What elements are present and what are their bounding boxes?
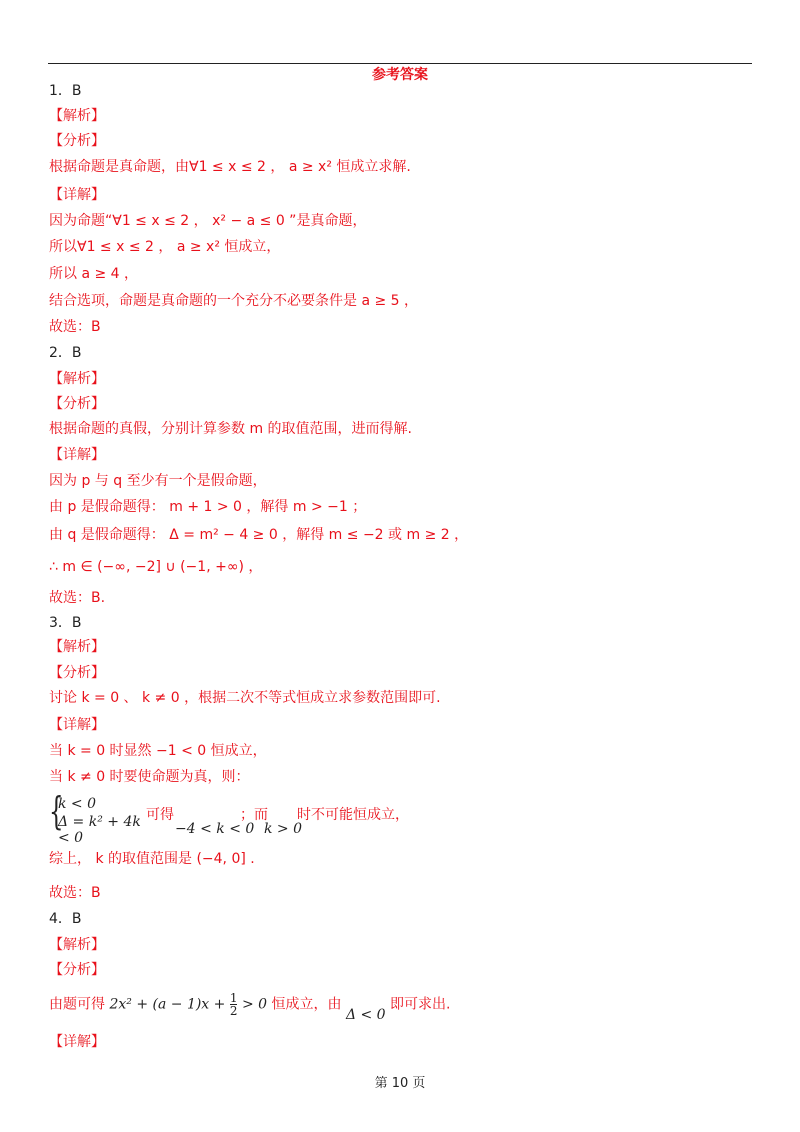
q3-system-tail-e: 时不可能恒成立，: [297, 807, 409, 823]
q2-detail-2: 由 p 是假命题得： m + 1 > 0 ，解得 m > −1 ；: [49, 499, 367, 515]
system-line-1: k < 0: [58, 796, 97, 812]
q3-detail-2: 当 k ≠ 0 时要使命题为真，则：: [49, 769, 250, 785]
q2-detail-4: ∴ m ∈ (−∞, −2] ∪ (−1, +∞) ，: [49, 559, 263, 575]
system-line-2: Δ = k² + 4k < 0: [58, 814, 141, 846]
q3-system-tail-c: ；而: [240, 807, 268, 823]
q1-detail-3: 所以 a ≥ 4 ，: [49, 266, 139, 282]
page-number: 第 10 页: [374, 1076, 426, 1091]
q4-fenxi-post: 即可求出.: [390, 996, 451, 1013]
q2-number: 2．B: [49, 345, 82, 361]
q4-math-c: Δ < 0: [345, 1006, 386, 1023]
q1-jiexi-label: 【解析】: [49, 108, 105, 124]
q3-detail-1: 当 k = 0 时显然 −1 < 0 恒成立，: [49, 743, 267, 759]
q3-jiexi-label: 【解析】: [49, 639, 105, 655]
q1-detail-2: 所以∀1 ≤ x ≤ 2 ， a ≥ x² 恒成立，: [49, 239, 281, 255]
q4-fenxi-mid: 恒成立，由: [271, 996, 342, 1013]
q4-fenxi-label: 【分析】: [49, 962, 105, 978]
q2-xiangjie-label: 【详解】: [49, 447, 105, 463]
q1-number: 1．B: [49, 83, 82, 99]
frac-numerator: 1: [229, 991, 238, 1005]
q4-jiexi-label: 【解析】: [49, 937, 105, 953]
page-title: 参考答案: [372, 67, 428, 83]
q2-detail-3: 由 q 是假命题得： Δ = m² − 4 ≥ 0 ，解得 m ≤ −2 或 m ≥ 2 ，: [49, 527, 469, 543]
q3-xiangjie-label: 【详解】: [49, 717, 105, 733]
q4-xiangjie-label: 【详解】: [49, 1034, 105, 1050]
q4-number: 4．B: [49, 911, 82, 927]
q2-detail-1: 因为 p 与 q 至少有一个是假命题，: [49, 473, 267, 489]
q3-system-tail-d: k > 0: [264, 821, 303, 837]
q1-xiangjie-label: 【详解】: [49, 187, 105, 203]
q2-answer: 故选：B.: [49, 590, 106, 606]
q3-system-tail-a: 可得: [146, 807, 174, 823]
q1-detail-1: 因为命题“∀1 ≤ x ≤ 2 ， x² − a ≤ 0 ”是真命题，: [49, 213, 367, 229]
q1-answer: 故选：B: [49, 319, 101, 335]
q2-jiexi-label: 【解析】: [49, 371, 105, 387]
q2-fenxi-label: 【分析】: [49, 396, 105, 412]
q2-fenxi-text: 根据命题的真假，分别计算参数 m 的取值范围，进而得解.: [49, 421, 412, 437]
one-half-fraction: [230, 992, 238, 1017]
q4-fenxi-line: [49, 991, 451, 1023]
q1-detail-4: 结合选项，命题是真命题的一个充分不必要条件是 a ≥ 5 ，: [49, 293, 419, 309]
q3-detail-3: 综上， k 的取值范围是 (−4, 0] .: [49, 851, 255, 867]
q3-number: 3．B: [49, 615, 82, 631]
left-brace: {: [49, 789, 64, 833]
q4-fenxi-pre: 由题可得: [49, 996, 105, 1013]
q3-inequality-system: [49, 789, 144, 846]
q4-math-b: > 0: [241, 996, 268, 1013]
q1-fenxi-text: 根据命题是真命题，由∀1 ≤ x ≤ 2 ， a ≥ x² 恒成立求解.: [49, 159, 411, 175]
q3-system-tail-b: −4 < k < 0: [175, 821, 255, 837]
frac-denominator: 2: [229, 1004, 238, 1018]
q3-answer: 故选：B: [49, 885, 101, 901]
q4-math-a: 2x² + (a − 1)x +: [109, 996, 226, 1013]
q1-fenxi-label: 【分析】: [49, 133, 105, 149]
q3-fenxi-label: 【分析】: [49, 665, 105, 681]
q3-fenxi-text: 讨论 k = 0 、 k ≠ 0 ，根据二次不等式恒成立求参数范围即可.: [49, 690, 441, 706]
